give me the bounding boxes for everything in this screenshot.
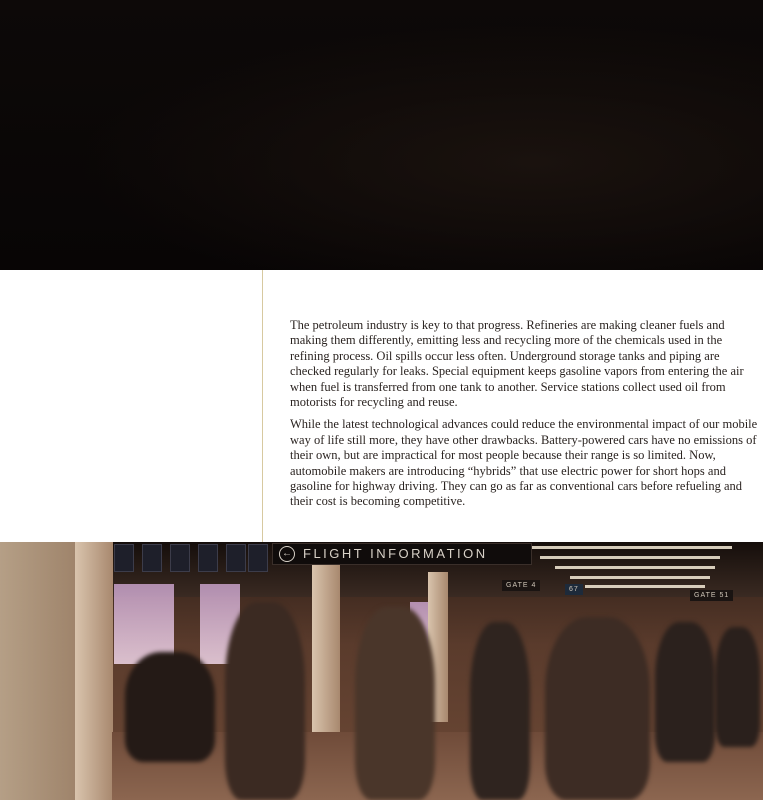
blurred-person [225, 602, 305, 800]
pillar [312, 564, 340, 742]
seated-people [125, 652, 215, 762]
monitor [226, 544, 246, 572]
blurred-person [545, 617, 650, 800]
ceiling-light [570, 576, 710, 579]
monitor [142, 544, 162, 572]
blurred-person [715, 627, 760, 747]
flight-information-label: FLIGHT INFORMATION [303, 546, 488, 561]
top-dark-photo [0, 0, 763, 270]
ceiling-light [540, 556, 720, 559]
monitor [114, 544, 134, 572]
column-divider [262, 270, 263, 542]
monitor [198, 544, 218, 572]
monitor [248, 544, 268, 572]
pillar [75, 542, 113, 800]
gate-sign: GATE 4 [502, 580, 540, 591]
monitor [170, 544, 190, 572]
arrow-left-icon: ← [279, 546, 295, 562]
gate-sign: GATE 51 [690, 590, 733, 601]
ceiling-light [555, 566, 715, 569]
airport-terminal-photo [0, 542, 763, 800]
ceiling-light [585, 585, 705, 588]
flight-information-sign [272, 543, 532, 565]
ceiling-light [532, 546, 732, 549]
article-body [290, 318, 760, 517]
blurred-person [470, 622, 530, 800]
blurred-person [655, 622, 715, 762]
blurred-person [355, 607, 435, 800]
article-paragraph-1: The petroleum industry is key to that progress. Refineries are making cleaner fuels and making them differently, emitting less and recycling more of the chemicals used in the refining process. Oil spills occur less often. Underground storage tanks and piping are checked regularly for leaks. Special equipment keeps gasoline vapors from entering the air when fuel is transferred from one tank to another. Service stations collect used oil from motorists for recycling and reuse. [290, 318, 744, 410]
article-paragraph-2: While the latest technological advances could reduce the environmental impact of our mobile way of life still more, they have other drawbacks. Battery-powered cars have no emissions of their own, but are impractical for most people because their range is so limited. Now, automobile makers are introducing “hybrids” that use electric power for short hops and gasoline for highway driving. They can go as far as conventional cars before refueling and their cost is becoming competitive. [290, 417, 758, 509]
gate-number-sign: 67 [565, 584, 583, 595]
